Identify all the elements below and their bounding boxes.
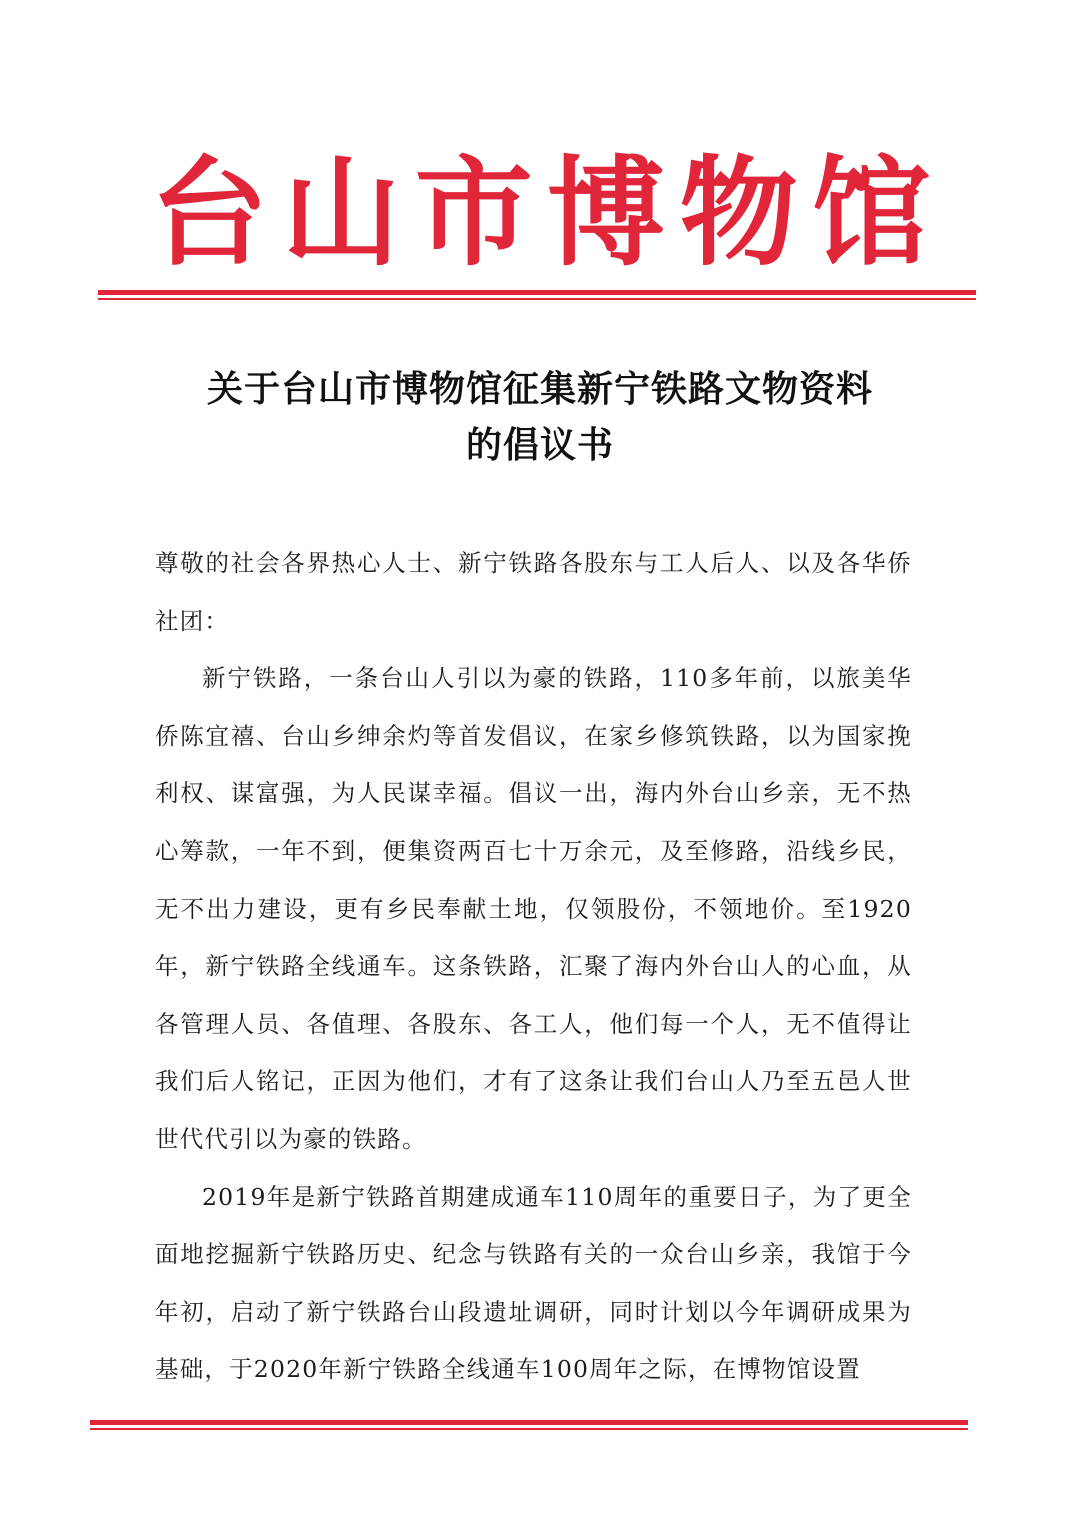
letterhead-char: 物 (679, 143, 798, 282)
title-line-1: 关于台山市博物馆征集新宁铁路文物资料 (206, 369, 873, 410)
paragraph-2: 2019年是新宁铁路首期建成通车110周年的重要日子，为了更全面地挖掘新宁铁路历史、纪念与铁路有关的一众台山乡亲，我馆于今年初，启动了新宁铁路台山段遗址调研，同时计划以今年调研成果为基础，于2020年新宁铁路全线通车100周年之际，在博物馆设置 (155, 1182, 912, 1384)
letterhead-divider (98, 290, 976, 300)
divider-thin-line (90, 1428, 968, 1430)
letterhead-char: 馆 (811, 143, 930, 282)
letterhead (150, 143, 930, 282)
document-body (155, 535, 912, 1399)
title-line-2: 的倡议书 (465, 425, 614, 466)
letterhead-char: 山 (282, 143, 401, 282)
footer-divider (90, 1420, 968, 1430)
letterhead-char: 市 (414, 143, 533, 282)
document-title (150, 362, 930, 474)
letterhead-char: 台 (150, 143, 269, 282)
paragraph-1: 新宁铁路，一条台山人引以为豪的铁路，110多年前，以旅美华侨陈宜禧、台山乡绅余灼等首发倡议，在家乡修筑铁路，以为国家挽利权、谋富强，为人民谋幸福。倡议一出，海内外台山乡亲，无不热心筹款，一年不到，便集资两百七十万余元，及至修路，沿线乡民，无不出力建设，更有乡民奉献土地，仅领股份，不领地价。至1920年，新宁铁路全线通车。这条铁路，汇聚了海内外台山人的心血，从各管理人员、各值理、各股东、各工人，他们每一个人，无不值得让我们后人铭记，正因为他们，才有了这条让我们台山人乃至五邑人世世代代引以为豪的铁路。 (155, 664, 912, 1153)
salutation: 尊敬的社会各界热心人士、新宁铁路各股东与工人后人、以及各华侨社团： (155, 549, 912, 635)
letterhead-char: 博 (547, 143, 666, 282)
divider-thin-line (98, 298, 976, 300)
